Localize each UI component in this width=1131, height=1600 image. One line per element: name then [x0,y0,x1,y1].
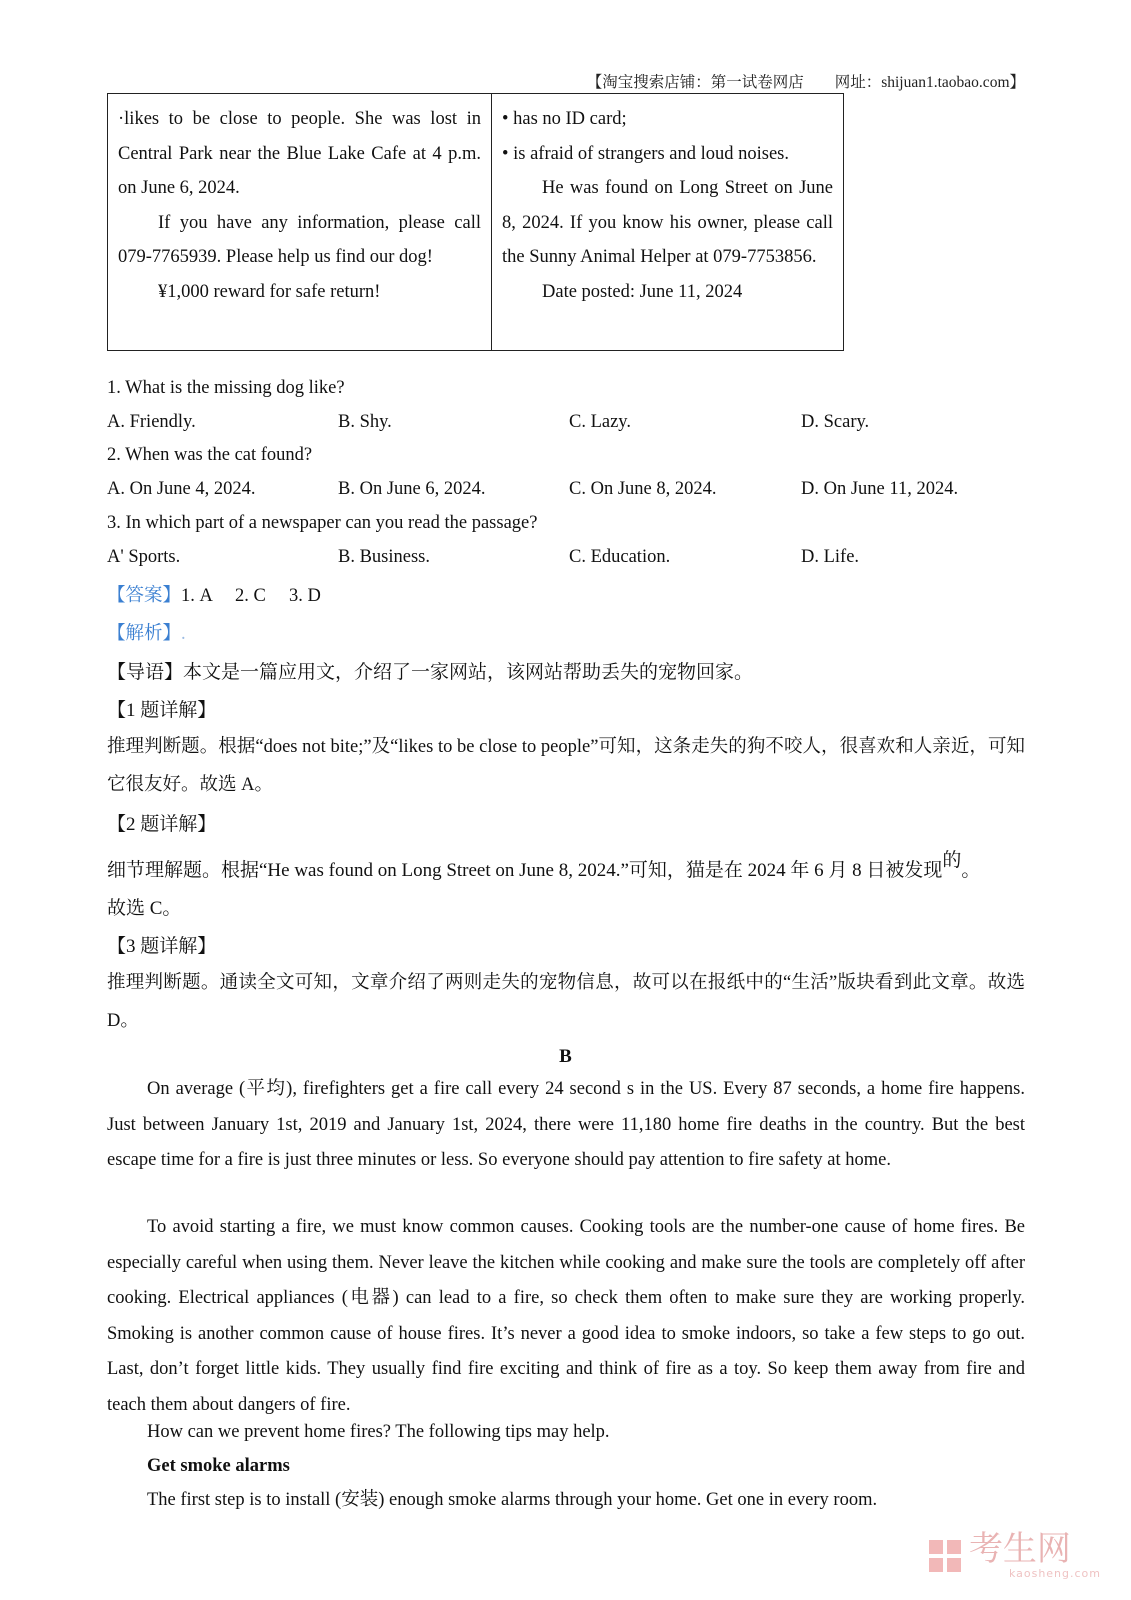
question-2-option-d: D. On June 11, 2024. [801,479,959,499]
notice-dog-reward: ¥1,000 reward for safe return! [158,281,381,302]
analysis-mark: . [181,624,186,644]
detail-1-text: 推理判断题。根据“does not bite;”及“likes to be close to people”可知，这条走失的狗不咬人，很喜欢和人亲近，可知它很友好。故选 A。 [107,737,1025,795]
analysis-line [107,619,186,645]
question-2-option-a: A. On June 4, 2024. [107,479,256,499]
page-header: 【淘宝搜索店铺：第一试卷网店 网址：shijuan1.taobao.com】 [586,74,1025,91]
watermark-text: 考生网 [968,1529,1071,1569]
notice-cat-date: Date posted: June 11, 2024 [542,281,743,302]
answer-line [107,581,321,607]
detail-2-tail: 。 [961,860,981,881]
question-2-option-c: C. On June 8, 2024. [569,479,717,499]
notice-cat-found: He was found on Long Street on June 8, 2024. If you know his owner, please call the Sunny Animal Helper at 079-7753856. [502,178,833,267]
question-3-option-c: C. Education. [569,547,671,567]
question-3-option-d: D. Life. [801,547,860,567]
answer-text: 1. A 2. C 3. D [181,586,321,606]
detail-2-sup: 的 [942,850,962,871]
question-3-option-a: A' Sports. [107,547,181,567]
question-1-option-c: C. Lazy. [569,412,631,432]
section-b-paragraph-4: The first step is to install (安装) enough smoke alarms through your home. Get one in every room. [147,1490,878,1510]
notice-cat-cell [492,94,843,350]
section-b-subheading: Get smoke alarms [147,1456,290,1476]
section-b-paragraph-1: On average (平均), firefighters get a fire call every 24 second s in the US. Every 87 seconds, a home fire happens. Just between January 1st, 2019 and January 1st, 2024, there were 11,180 home fire deaths in the country. But the best escape time for a fire is just three minutes or less. So everyone should pay attention to fire safety at home. [107,1079,1025,1170]
watermark-logo-icon [929,1536,963,1576]
detail-2-text-line [107,850,981,882]
question-1-stem: 1. What is the missing dog like? [107,378,345,398]
watermark-subtext: kaosheng.com [1008,1567,1101,1580]
detail-3-title: 【3 题详解】 [107,936,217,957]
section-b-paragraph-3: How can we prevent home fires? The following tips may help. [147,1422,610,1442]
watermark [929,1531,1101,1580]
notice-cat-bullet-2: • is afraid of strangers and loud noises. [502,143,789,164]
notice-dog-contact: If you have any information, please call 079-7765939. Please help us find our dog! [118,212,481,267]
analysis-label: 【解析】 [107,624,182,644]
notice-dog-cell [108,94,492,350]
section-b-paragraph-2: To avoid starting a fire, we must know common causes. Cooking tools are the number-one cause of home fires. Be especially careful when using them. Never leave the kitchen while cooking and make sure the tools are completely off after cooking. Electrical appliances (电器) can lead to a fire, so check them often to make sure they are working properly. Smoking is another common cause of house fires. It’s never a good idea to smoke indoors, so take a few steps to go out. Last, don’t forget little kids. They usually find fire exciting and think of fire as a toy. So keep them away from fire and teach them about dangers of fire. [107,1217,1025,1415]
answer-label: 【答案】 [107,586,182,606]
detail-1-title: 【1 题详解】 [107,700,217,721]
question-2-stem: 2. When was the cat found? [107,445,313,465]
question-3-stem: 3. In which part of a newspaper can you read the passage? [107,513,538,533]
notice-dog-text: ·likes to be close to people. She was lost in Central Park near the Blue Lake Cafe at 4 p.m. on June 6, 2024. [118,109,481,198]
intro-text: 【导语】本文是一篇应用文，介绍了一家网站，该网站帮助丢失的宠物回家。 [107,662,754,683]
question-3-option-b: B. Business. [338,547,431,567]
question-1-option-a: A. Friendly. [107,412,196,432]
question-1-option-d: D. Scary. [801,412,870,432]
section-b-title: B [559,1046,572,1067]
detail-2-conclusion: 故选 C。 [107,898,182,919]
detail-2-text: 细节理解题。根据“He was found on Long Street on June 8, 2024.”可知，猫是在 2024 年 6 月 8 日被发现 [107,860,943,881]
question-2-option-b: B. On June 6, 2024. [338,479,486,499]
detail-3-text: 推理判断题。通读全文可知，文章介绍了两则走失的宠物信息，故可以在报纸中的“生活”版块看到此文章。故选 D。 [107,973,1025,1031]
detail-2-title: 【2 题详解】 [107,814,217,835]
question-1-option-b: B. Shy. [338,412,392,432]
notice-cat-bullet-1: • has no ID card; [502,109,627,129]
notice-table [107,93,844,351]
